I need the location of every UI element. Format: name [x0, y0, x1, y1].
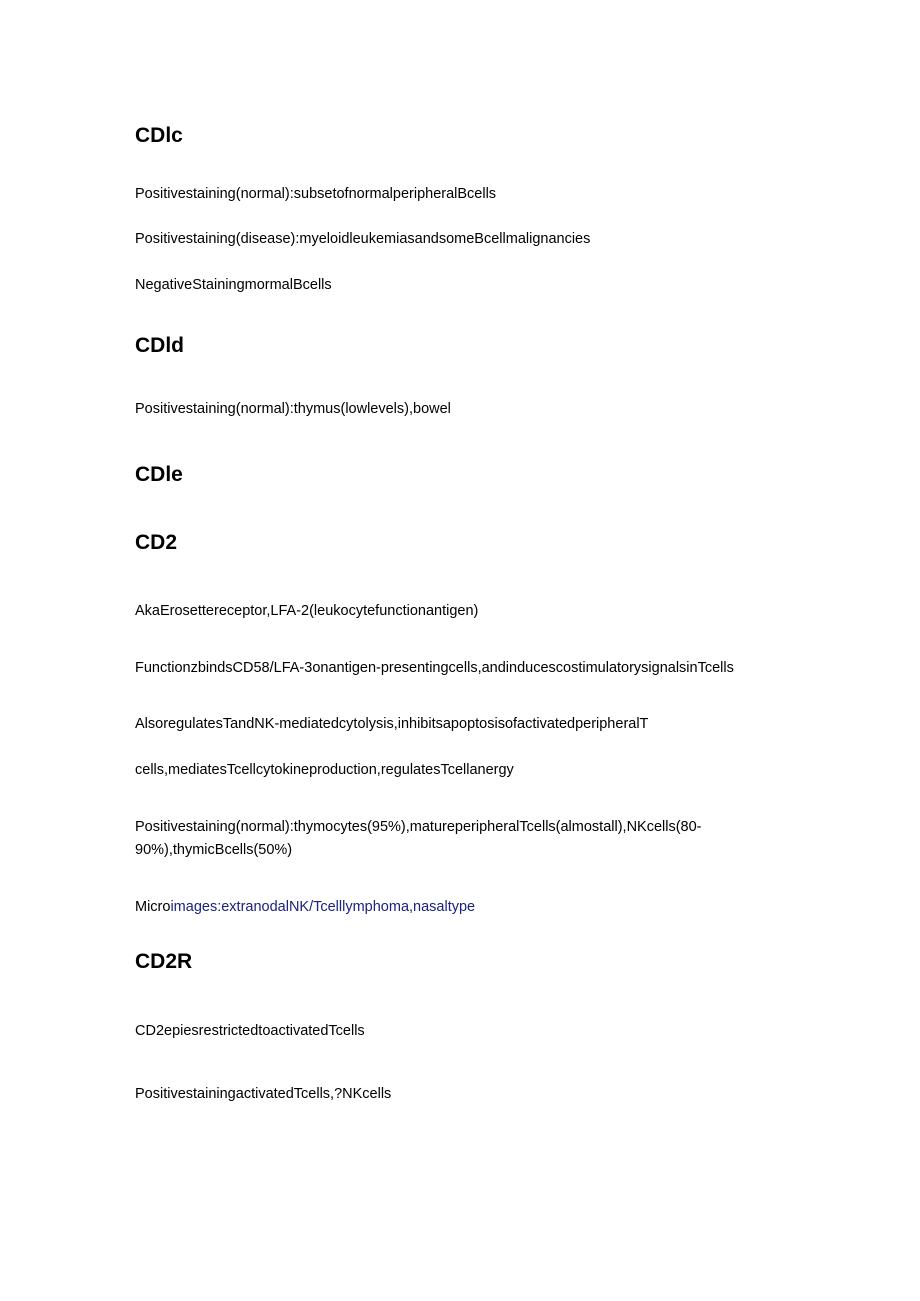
- cd2-also-regulates-cont: cells,mediatesTcellcytokineproduction,regulatesTcellanergy: [135, 762, 514, 778]
- cd1c-positive-disease: Positivestaining(disease):myeloidleukemiasandsomeBcellmalignancies: [135, 231, 591, 247]
- cd2r-positive-staining: PositivestainingactivatedTcells,?NKcells: [135, 1086, 392, 1102]
- heading-cd2: CD2: [135, 531, 178, 554]
- micro-prefix: Micro: [135, 899, 171, 915]
- heading-cd1c: CDlc: [135, 124, 183, 147]
- cd2-positive-normal: Positivestaining(normal):thymocytes(95%),matureperipheralTcells(almostall),NKcells(80-90%),thymicBcells(50%): [135, 819, 702, 858]
- cd2-aka: AkaErosettereceptor,LFA-2(leukocytefunctionantigen): [135, 603, 479, 619]
- micro-images-link[interactable]: images:extranodalNK/Tcelllymphoma,nasaltype: [170, 899, 476, 915]
- cd1d-positive-normal: Positivestaining(normal):thymus(lowlevels),bowel: [135, 401, 451, 417]
- cd2-also-regulates: AlsoregulatesTandNK-mediatedcytolysis,inhibitsapoptosisofactivatedperipheralT: [135, 716, 649, 732]
- cd1c-negative-staining: NegativeStainingmormalBcells: [135, 277, 332, 293]
- heading-cd1d: CDld: [135, 334, 184, 357]
- cd2r-epitopes: CD2epiesrestrictedtoactivatedTcells: [135, 1023, 365, 1039]
- cd2-micro-images: [135, 896, 475, 919]
- heading-cd1e: CDle: [135, 463, 183, 486]
- cd2-function: FunctionzbindsCD58/LFA-3onantigen-presentingcells,andinducescostimulatorysignalsinTcells: [135, 660, 734, 676]
- heading-cd2r: CD2R: [135, 950, 193, 973]
- cd1c-positive-normal: Positivestaining(normal):subsetofnormalperipheralBcells: [135, 186, 497, 202]
